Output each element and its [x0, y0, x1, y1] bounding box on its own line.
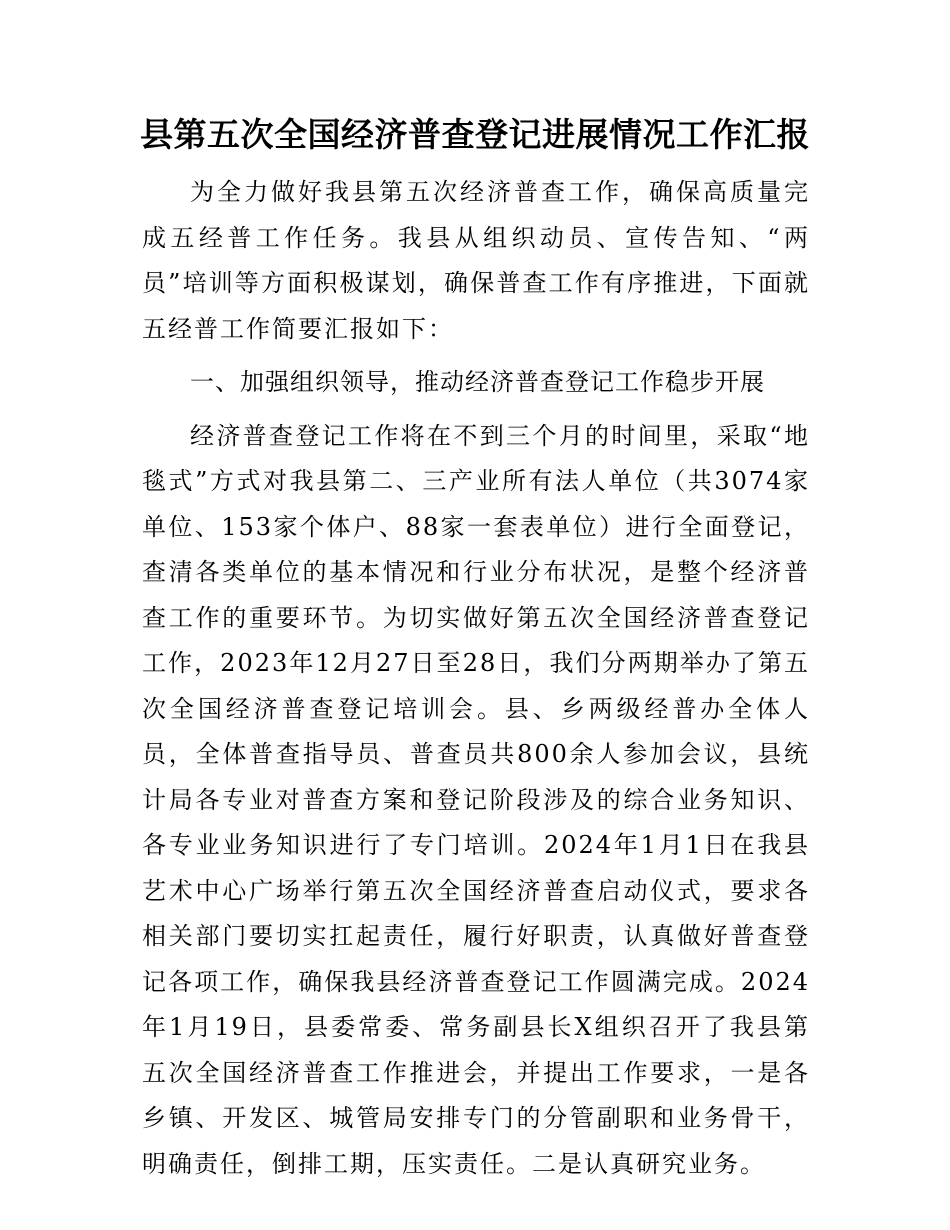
document-body	[142, 170, 810, 1187]
document-title: 县第五次全国经济普查登记进展情况工作汇报	[140, 115, 810, 154]
intro-paragraph: 为全力做好我县第五次经济普查工作，确保高质量完成五经普工作任务。我县从组织动员、宣传告知、“两员”培训等方面积极谋划，确保普查工作有序推进，下面就五经普工作简要汇报如下：	[142, 178, 810, 343]
body-paragraph: 经济普查登记工作将在不到三个月的时间里，采取“地毯式”方式对我县第二、三产业所有法人单位（共3074家单位、153家个体户、88家一套表单位）进行全面登记，查清各类单位的基本情况和行业分布状况，是整个经济普查工作的重要环节。为切实做好第五次全国经济普查登记工作，2023年12月27日至28日，我们分两期举办了第五次全国经济普查登记培训会。县、乡两级经普办全体人员，全体普查指导员、普查员共800余人参加会议，县统计局各专业对普查方案和登记阶段涉及的综合业务知识、各专业业务知识进行了专门培训。2024年1月1日在我县艺术中心广场举行第五次全国经济普查启动仪式，要求各相关部门要切实扛起责任，履行好职责，认真做好普查登记各项工作，确保我县经济普查登记工作圆满完成。2024年1月19日，县委常委、常务副县长X组织召开了我县第五次全国经济普查工作推进会，并提出工作要求，一是各乡镇、开发区、城管局安排专门的分管副职和业务骨干，明确责任，倒排工期，压实责任。二是认真研究业务。	[142, 421, 810, 1178]
section-heading: 一、加强组织领导，推动经济普查登记工作稳步开展	[190, 368, 765, 396]
